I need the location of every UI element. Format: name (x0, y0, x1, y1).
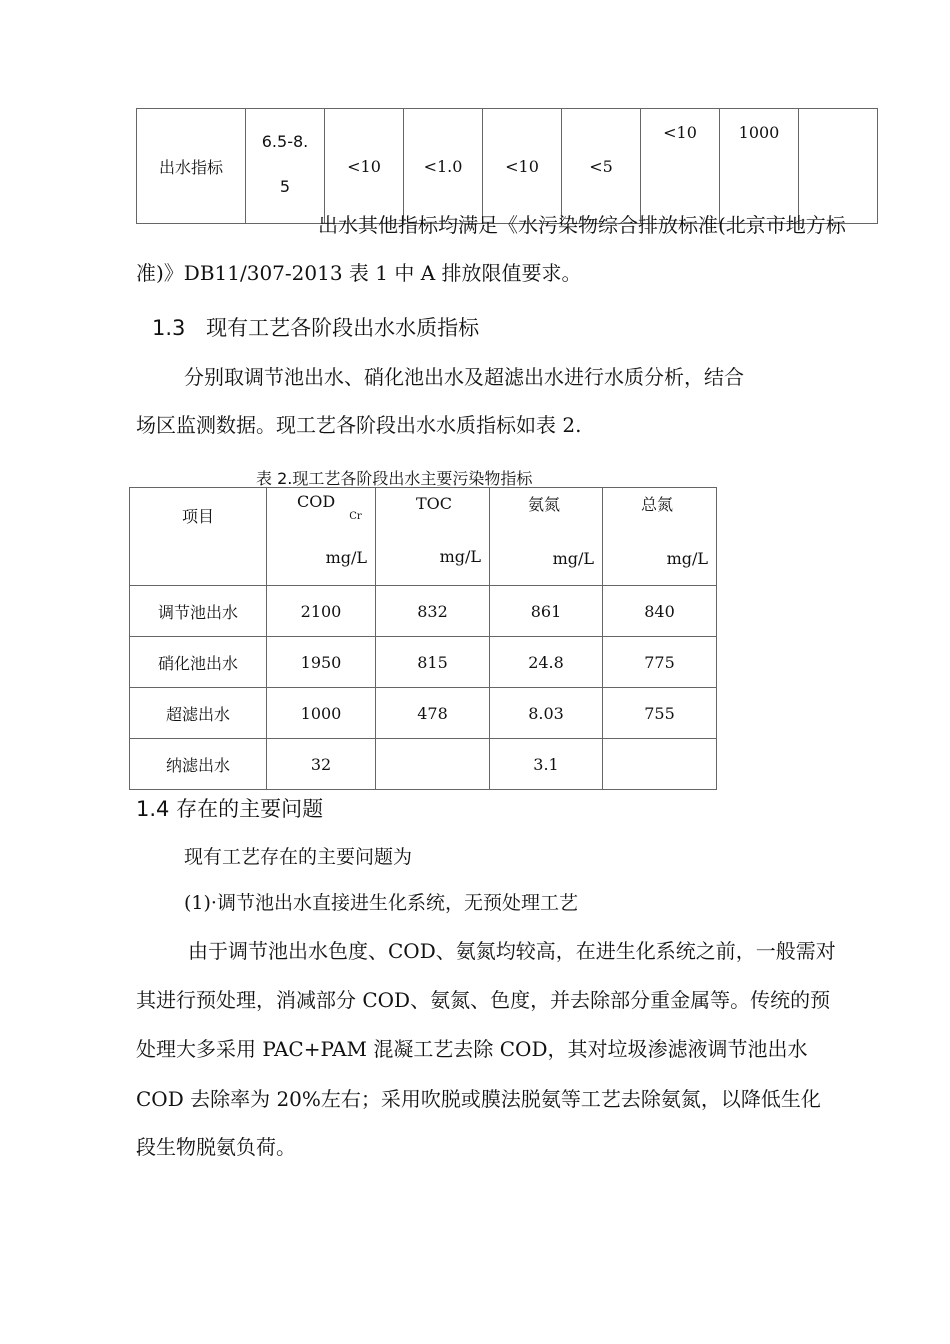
header-item: 项目 (130, 488, 267, 586)
header-ammonia (490, 488, 603, 586)
table-cell: <10 (483, 109, 562, 224)
table-cell: 1950 (267, 637, 376, 688)
table-cell: <5 (562, 109, 641, 224)
paragraph-line: 其进行预处理，消减部分 COD、氨氮、色度，并去除部分重金属等。传统的预 (136, 988, 831, 1012)
table-row (130, 688, 717, 739)
table-cell: 832 (376, 586, 490, 637)
row-label: 超滤出水 (130, 688, 267, 739)
table-cell: <10 (325, 109, 404, 224)
section-number: 1.3 (152, 316, 186, 340)
table-cell: 755 (603, 688, 717, 739)
table-caption: 表 2.现工艺各阶段出水主要污染物指标 (256, 469, 533, 488)
table-row (137, 109, 878, 224)
table-cell: 840 (603, 586, 717, 637)
row-label: 硝化池出水 (130, 637, 267, 688)
paragraph-line: 现有工艺存在的主要问题为 (184, 846, 413, 868)
table-cell: <10 (641, 109, 720, 224)
table-cell: 1000 (267, 688, 376, 739)
ph-line2: 5 (279, 177, 291, 196)
table-cell (603, 739, 717, 790)
header-unit: mg/L (552, 548, 594, 568)
row-label: 纳滤出水 (130, 739, 267, 790)
row-label: 调节池出水 (130, 586, 267, 637)
list-item: (1)·调节池出水直接进生化系统，无预处理工艺 (184, 892, 578, 914)
header-toc (376, 488, 490, 586)
table-cell: 815 (376, 637, 490, 688)
table-header-row (130, 488, 717, 586)
table-cell: 32 (267, 739, 376, 790)
discharge-standard-table (136, 108, 878, 224)
table-cell: 2100 (267, 586, 376, 637)
table-cell: 478 (376, 688, 490, 739)
header-unit: mg/L (666, 548, 708, 568)
paragraph-line: 出水其他指标均满足《水污染物综合排放标准(北京市地方标 (318, 213, 846, 237)
table-cell: 3.1 (490, 739, 603, 790)
header-sub: Cr (349, 511, 362, 523)
table-cell (376, 739, 490, 790)
paragraph-line: COD 去除率为 20%左右；采用吹脱或膜法脱氨等工艺去除氨氮，以降低生化 (136, 1087, 821, 1111)
table-row (130, 586, 717, 637)
paragraph-line: 场区监测数据。现工艺各阶段出水水质指标如表 2. (136, 413, 582, 437)
table-cell: 775 (603, 637, 717, 688)
paragraph-line: 准)》DB11/307-2013 表 1 中 A 排放限值要求。 (136, 261, 582, 285)
header-name: TOC (416, 493, 453, 513)
paragraph-line: 段生物脱氨负荷。 (136, 1135, 296, 1159)
table-row (130, 637, 717, 688)
table-cell: 24.8 (490, 637, 603, 688)
header-unit: mg/L (439, 546, 481, 566)
ph-line1: 6.5-8. (261, 132, 309, 151)
header-name: COD (297, 491, 336, 511)
row-label: 出水指标 (137, 109, 246, 224)
section-title: 现有工艺各阶段出水水质指标 (206, 316, 480, 340)
table-cell: 861 (490, 586, 603, 637)
table-cell: <1.0 (404, 109, 483, 224)
header-unit: mg/L (325, 548, 367, 568)
header-name: 氨氮 (528, 494, 561, 514)
section-heading (152, 312, 479, 342)
paragraph-line: 处理大多采用 PAC+PAM 混凝工艺去除 COD，其对垃圾渗滤液调节池出水 (136, 1037, 808, 1061)
table-cell: 1000 (720, 109, 799, 224)
table-row (130, 739, 717, 790)
paragraph-line: 由于调节池出水色度、COD、氨氮均较高，在进生化系统之前，一般需对 (188, 939, 836, 963)
stage-quality-table (129, 487, 717, 790)
header-cod (267, 488, 376, 586)
table-cell: 8.03 (490, 688, 603, 739)
paragraph-line: 分别取调节池出水、硝化池出水及超滤出水进行水质分析，结合 (184, 365, 744, 389)
section-heading: 1.4 存在的主要问题 (136, 797, 324, 821)
header-name: 总氮 (641, 494, 674, 514)
header-total-nitrogen (603, 488, 717, 586)
table-cell (799, 109, 878, 224)
ph-cell (246, 109, 325, 224)
